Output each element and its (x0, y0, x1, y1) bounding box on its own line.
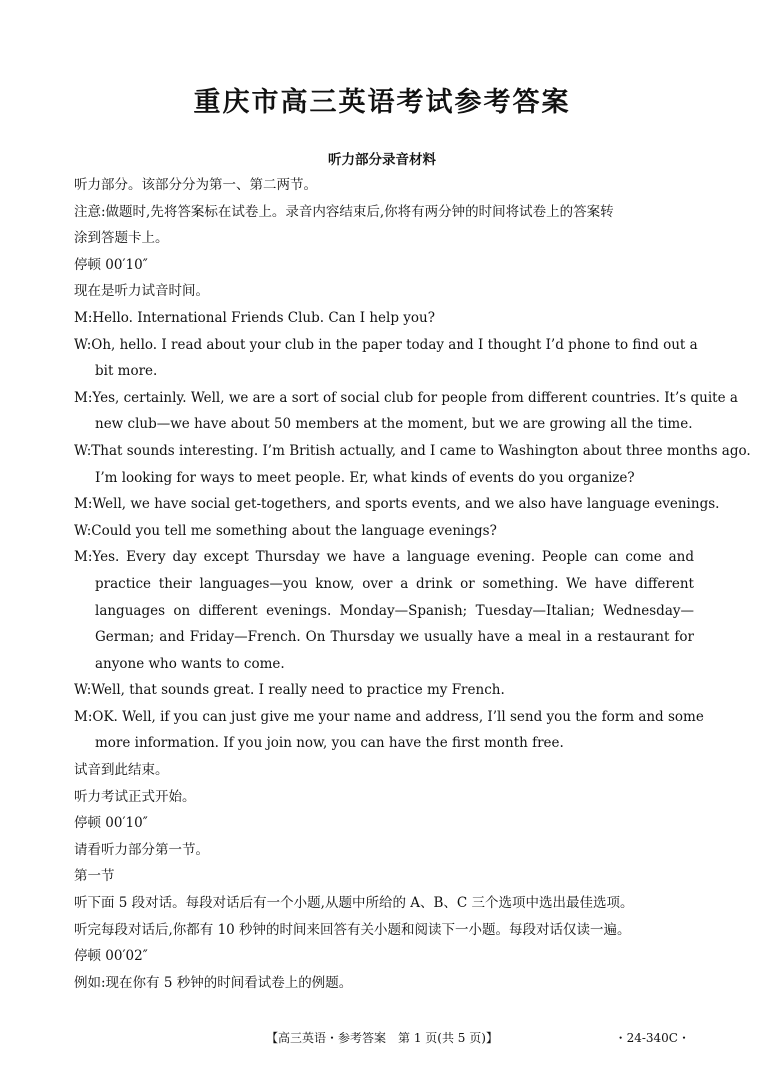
footer-page-info: 【高三英语・参考答案 第 1 页(共 5 页)】 (266, 1031, 498, 1045)
text-line: 听完每段对话后,你都有 10 秒钟的时间来回答有关小题和阅读下一小题。每段对话仅读一遍。 (74, 921, 631, 938)
dialogue-line: anyone who wants to come. (95, 655, 285, 672)
text-line: 听下面 5 段对话。每段对话后有一个小题,从题中所给的 A、B、C 三个选项中选出最佳选项。 (74, 895, 634, 912)
dialogue-line: M:Hello. International Friends Club. Can I help you? (74, 309, 435, 326)
text-line: 停顿 00′10″ (74, 815, 148, 832)
dialogue-line: M:Yes, certainly. Well, we are a sort of social club for people from different countries. It’s quite a (74, 389, 738, 406)
section-subtitle: 听力部分录音材料 (328, 152, 436, 168)
text-line: 现在是听力试音时间。 (74, 283, 209, 300)
dialogue-line: more information. If you join now, you can have the first month free. (95, 735, 564, 752)
dialogue-line: new club—we have about 50 members at the moment, but we are growing all the time. (95, 416, 693, 433)
document-title: 重庆市高三英语考试参考答案 (193, 87, 571, 118)
dialogue-line: W:Could you tell me something about the language evenings? (74, 522, 497, 539)
text-line: 听力部分。该部分分为第一、第二两节。 (74, 177, 317, 193)
dialogue-line: I’m looking for ways to meet people. Er, what kinds of events do you organize? (95, 469, 635, 486)
dialogue-line: M:Yes. Every day except Thursday we have a language evening. People can come and (74, 549, 694, 566)
text-line: 涂到答题卡上。 (74, 230, 169, 247)
text-line: 例如:现在你有 5 秒钟的时间看试卷上的例题。 (74, 974, 353, 991)
transcript-body (74, 172, 751, 996)
dialogue-line: languages on different evenings. Monday—Spanish; Tuesday—Italian; Wednesday— (95, 602, 694, 619)
text-line: 试音到此结束。 (74, 762, 169, 779)
section-heading: 第一节 (74, 868, 115, 885)
dialogue-line: M:OK. Well, if you can just give me your name and address, I’ll send you the form and some (74, 708, 704, 725)
dialogue-line: practice their languages—you know, over a drink or something. We have different (95, 575, 694, 592)
dialogue-line: W:Oh, hello. I read about your club in the paper today and I thought I’d phone to find out a (74, 336, 698, 353)
footer-code: ・24-340C・ (614, 1031, 690, 1045)
text-line: 停顿 00′10″ (74, 256, 148, 273)
text-line: 听力考试正式开始。 (74, 788, 196, 805)
text-line: 请看听力部分第一节。 (74, 841, 209, 858)
dialogue-line: W:That sounds interesting. I’m British actually, and I came to Washington about three months ago. (74, 442, 751, 459)
text-line: 注意:做题时,先将答案标在试卷上。录音内容结束后,你将有两分钟的时间将试卷上的答案转 (74, 203, 614, 220)
page-footer (0, 1029, 764, 1049)
text-line: 停顿 00′02″ (74, 948, 148, 965)
dialogue-line: M:Well, we have social get-togethers, and sports events, and we also have language evenings. (74, 496, 720, 513)
dialogue-line: German; and Friday—French. On Thursday we usually have a meal in a restaurant for (95, 629, 694, 646)
dialogue-line: W:Well, that sounds great. I really need to practice my French. (74, 682, 505, 699)
dialogue-line: bit more. (95, 363, 158, 380)
